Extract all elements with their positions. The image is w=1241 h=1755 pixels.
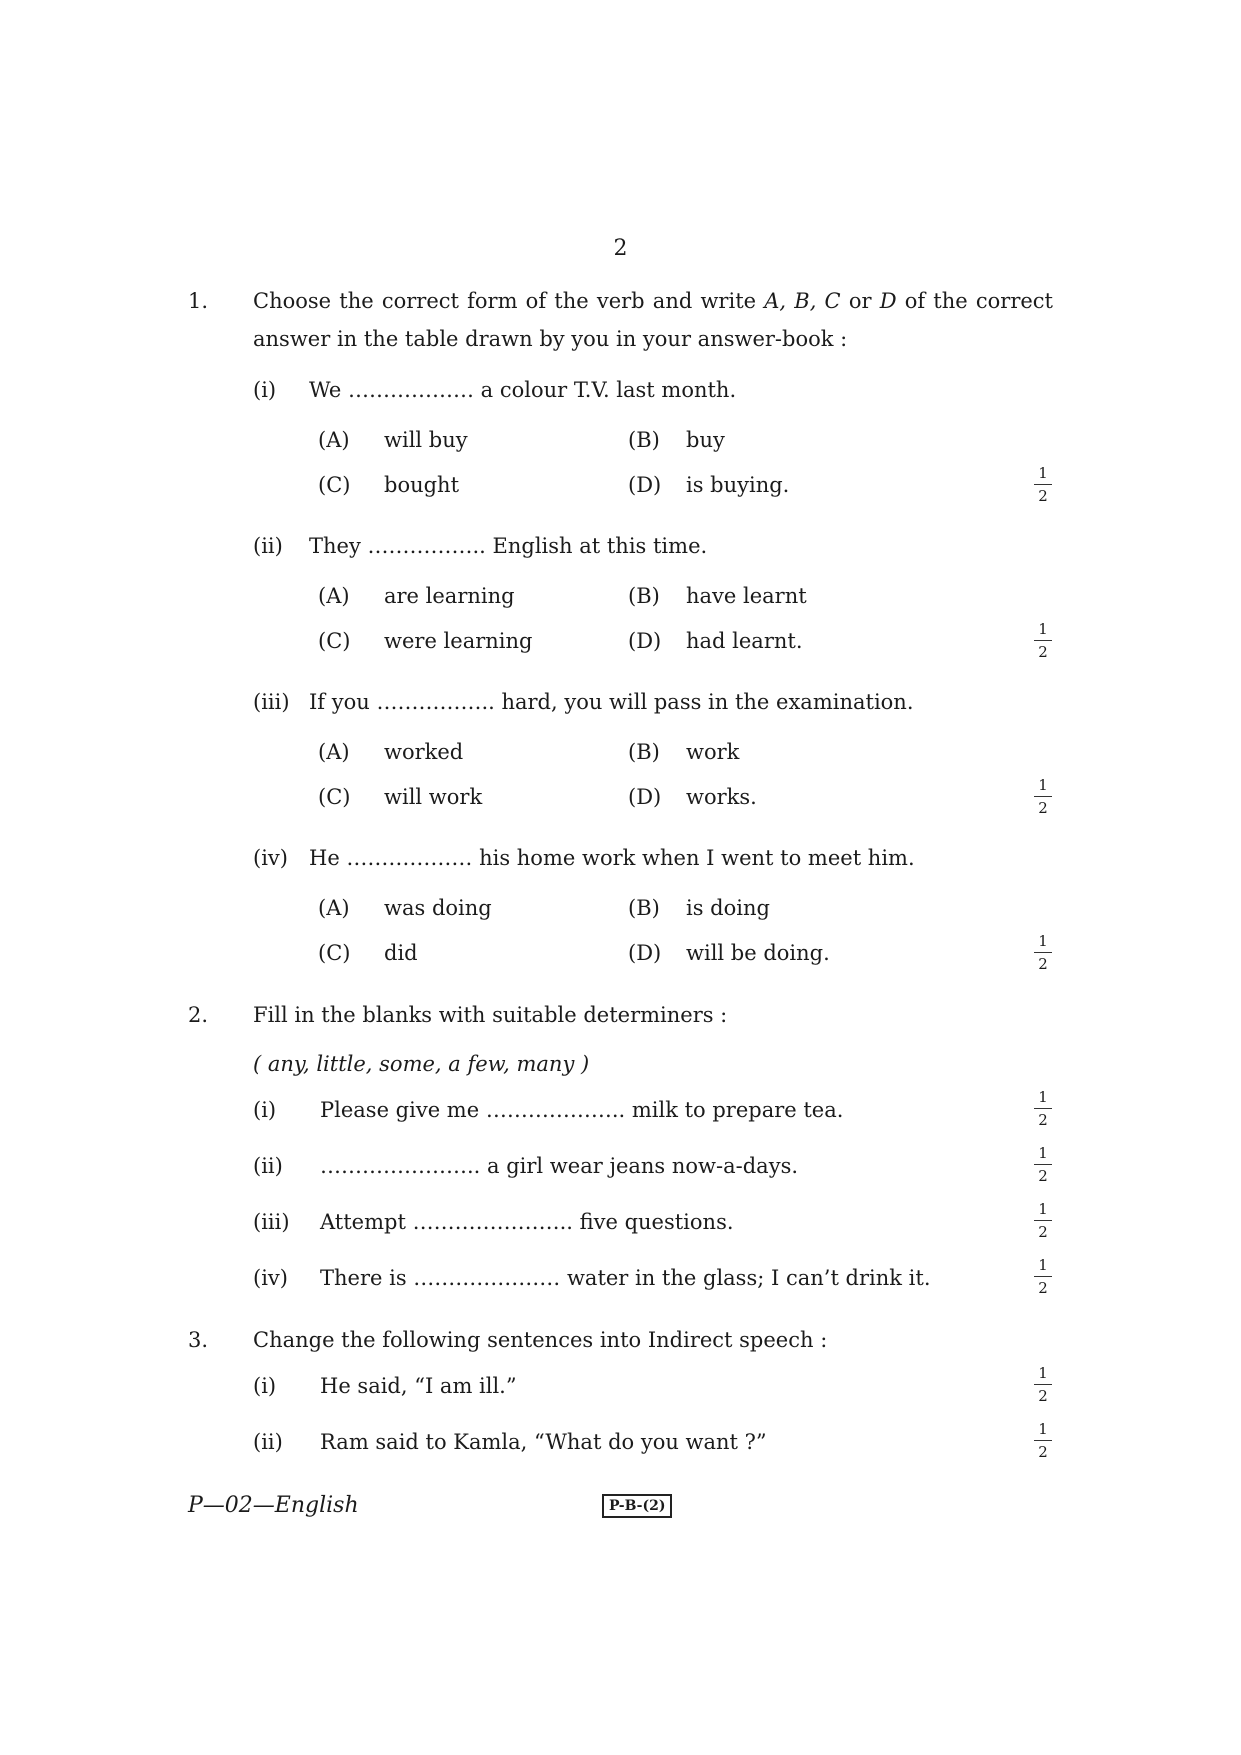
option-label: (C) xyxy=(318,629,351,653)
q1-item-stem: We ……………… a colour T.V. last month. xyxy=(309,378,737,402)
option-text: work xyxy=(686,740,740,764)
q2-item-text: There is ………………… water in the glass; I can’t drink it. xyxy=(320,1266,931,1290)
option-label: (A) xyxy=(318,584,350,608)
q3-item-label: (i) xyxy=(253,1374,277,1398)
q1-item-stem: They …………….. English at this time. xyxy=(309,534,708,558)
option-label: (D) xyxy=(628,473,662,497)
option-label: (C) xyxy=(318,473,351,497)
option-text: will be doing. xyxy=(686,941,830,965)
option-label: (D) xyxy=(628,941,662,965)
option-label: (A) xyxy=(318,896,350,920)
q1-item-stem: If you …………….. hard, you will pass in the examination. xyxy=(309,690,914,714)
option-label: (C) xyxy=(318,785,351,809)
marks-half: $\frac{1}{2}$ xyxy=(1034,933,1052,972)
option-label: (B) xyxy=(628,896,660,920)
question-3-text: Change the following sentences into Indirect speech : xyxy=(253,1328,828,1352)
option-text: will buy xyxy=(384,428,468,452)
question-3-number: 3. xyxy=(188,1328,209,1352)
q3-item-label: (ii) xyxy=(253,1430,283,1454)
determiner-hint: ( any, little, some, a few, many ) xyxy=(253,1052,590,1076)
q1-item-label: (iii) xyxy=(253,690,290,714)
marks-half: $\frac{1}{2}$ xyxy=(1034,1201,1052,1240)
page-code-box: P-B-(2) xyxy=(602,1494,672,1518)
q2-item-label: (i) xyxy=(253,1098,277,1122)
page-number: 2 xyxy=(613,236,628,261)
q1-item-label: (ii) xyxy=(253,534,283,558)
option-text: is doing xyxy=(686,896,770,920)
marks-half: $\frac{1}{2}$ xyxy=(1034,621,1052,660)
option-label: (A) xyxy=(318,428,350,452)
q2-item-text: Please give me ……………….. milk to prepare tea. xyxy=(320,1098,844,1122)
q1-item-label: (iv) xyxy=(253,846,288,870)
option-label: (D) xyxy=(628,785,662,809)
option-text: bought xyxy=(384,473,460,497)
marks-half: $\frac{1}{2}$ xyxy=(1034,1145,1052,1184)
q2-item-label: (iv) xyxy=(253,1266,288,1290)
q2-item-label: (iii) xyxy=(253,1210,290,1234)
option-text: are learning xyxy=(384,584,515,608)
q2-item-text: ………………….. a girl wear jeans now-a-days. xyxy=(320,1154,799,1178)
marks-half: $\frac{1}{2}$ xyxy=(1034,1365,1052,1404)
question-1-text: Choose the correct form of the verb and write A, B, C or D of the correct answer in the table drawn by you in your answer-book : xyxy=(253,289,1053,351)
option-text: is buying. xyxy=(686,473,790,497)
option-text: worked xyxy=(384,740,464,764)
option-label: (A) xyxy=(318,740,350,764)
option-text: was doing xyxy=(384,896,492,920)
q1-item-stem: He ……………… his home work when I went to meet him. xyxy=(309,846,915,870)
option-text: will work xyxy=(384,785,483,809)
q2-item-label: (ii) xyxy=(253,1154,283,1178)
option-label: (C) xyxy=(318,941,351,965)
marks-half: $\frac{1}{2}$ xyxy=(1034,777,1052,816)
question-2-number: 2. xyxy=(188,1003,209,1027)
q2-item-text: Attempt ………………….. five questions. xyxy=(320,1210,734,1234)
marks-half: $\frac{1}{2}$ xyxy=(1034,1421,1052,1460)
option-text: were learning xyxy=(384,629,533,653)
q1-item-label: (i) xyxy=(253,378,277,402)
q3-item-text: Ram said to Kamla, “What do you want ?” xyxy=(320,1430,767,1454)
option-label: (B) xyxy=(628,740,660,764)
option-text: did xyxy=(384,941,418,965)
option-label: (D) xyxy=(628,629,662,653)
option-label: (B) xyxy=(628,428,660,452)
question-1-number: 1. xyxy=(188,289,209,313)
option-text: works. xyxy=(686,785,757,809)
marks-half: $\frac{1}{2}$ xyxy=(1034,1089,1052,1128)
marks-half: $\frac{1}{2}$ xyxy=(1034,465,1052,504)
option-text: buy xyxy=(686,428,725,452)
option-label: (B) xyxy=(628,584,660,608)
paper-code: P—02—English xyxy=(188,1493,359,1518)
q3-item-text: He said, “I am ill.” xyxy=(320,1374,517,1398)
option-text: have learnt xyxy=(686,584,807,608)
option-text: had learnt. xyxy=(686,629,803,653)
marks-half: $\frac{1}{2}$ xyxy=(1034,1257,1052,1296)
question-2-text: Fill in the blanks with suitable determiners : xyxy=(253,1003,728,1027)
